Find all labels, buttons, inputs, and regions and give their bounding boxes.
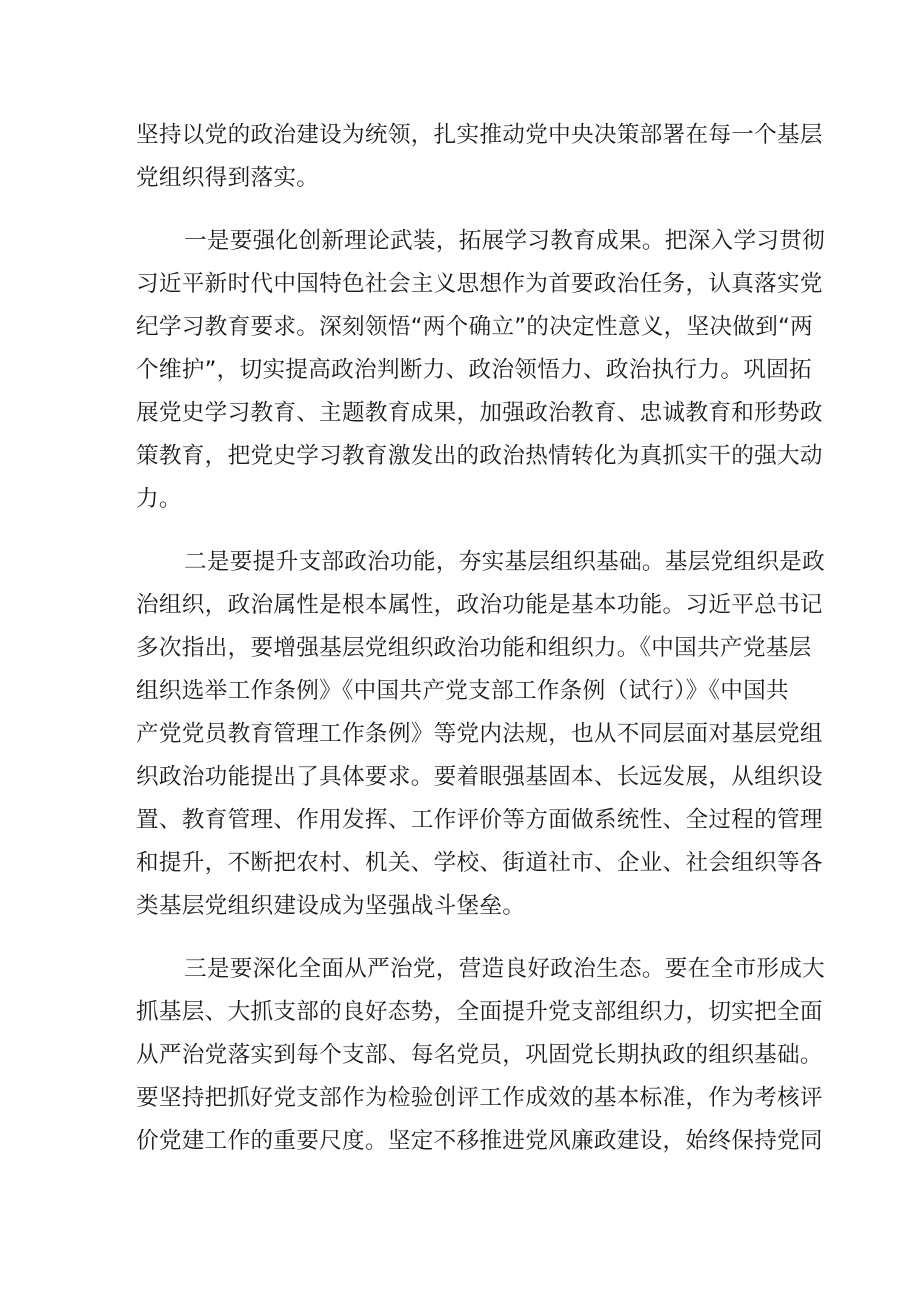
text-line: 产党党员教育管理工作条例》等党内法规，也从不同层面对基层党组: [136, 721, 823, 747]
paragraph-first-line: 一是要强化创新理论武装，拓展学习教育成果。把深入学习贯彻: [184, 228, 826, 254]
text-line: 力。: [136, 486, 182, 512]
text-line: 个维护”，切实提高政治判断力、政治领悟力、政治执行力。巩固拓: [136, 357, 812, 383]
text-line: 多次指出，要增强基层党组织政治功能和组织力。《中国共产党基层: [136, 635, 812, 661]
text-line: 从严治党落实到每个支部、每名党员，巩固党长期执政的组织基础。: [136, 1042, 823, 1068]
text-line: 习近平新时代中国特色社会主义思想作为首要政治任务，认真落实党: [136, 271, 823, 297]
text-line: 策教育，把党史学习教育激发出的政治热情转化为真抓实干的强大动: [136, 443, 823, 469]
text-line: 党组织得到落实。: [136, 165, 320, 191]
text-line: 织政治功能提出了具体要求。要着眼强基固本、长远发展，从组织设: [136, 764, 823, 790]
text-line: 价党建工作的重要尺度。坚定不移推进党风廉政建设，始终保持党同: [136, 1128, 823, 1154]
text-line: 和提升，不断把农村、机关、学校、街道社市、企业、社会组织等各: [136, 850, 823, 876]
text-line: 坚持以党的政治建设为统领，扎实推动党中央决策部署在每一个基层: [136, 122, 823, 148]
text-line: 纪学习教育要求。深刻领悟“两个确立”的决定性意义，坚决做到“两: [136, 314, 814, 340]
text-line: 展党史学习教育、主题教育成果，加强政治教育、忠诚教育和形势政: [136, 400, 823, 426]
paragraph-first-line: 二是要提升支部政治功能，夯实基层组织基础。基层党组织是政: [184, 549, 826, 575]
text-line: 治组织，政治属性是根本属性，政治功能是基本功能。习近平总书记: [136, 592, 823, 618]
text-line: 组织选举工作条例》《中国共产党支部工作条例（试行）》《中国共: [136, 678, 789, 704]
text-line: 类基层党组织建设成为坚强战斗堡垒。: [136, 893, 526, 919]
text-line: 抓基层、大抓支部的良好态势，全面提升党支部组织力，切实把全面: [136, 999, 823, 1025]
text-line: 置、教育管理、作用发挥、工作评价等方面做系统性、全过程的管理: [136, 807, 823, 833]
text-line: 要坚持把抓好党支部作为检验创评工作成效的基本标准，作为考核评: [136, 1085, 823, 1111]
paragraph-first-line: 三是要深化全面从严治党，营造良好政治生态。要在全市形成大: [184, 956, 826, 982]
